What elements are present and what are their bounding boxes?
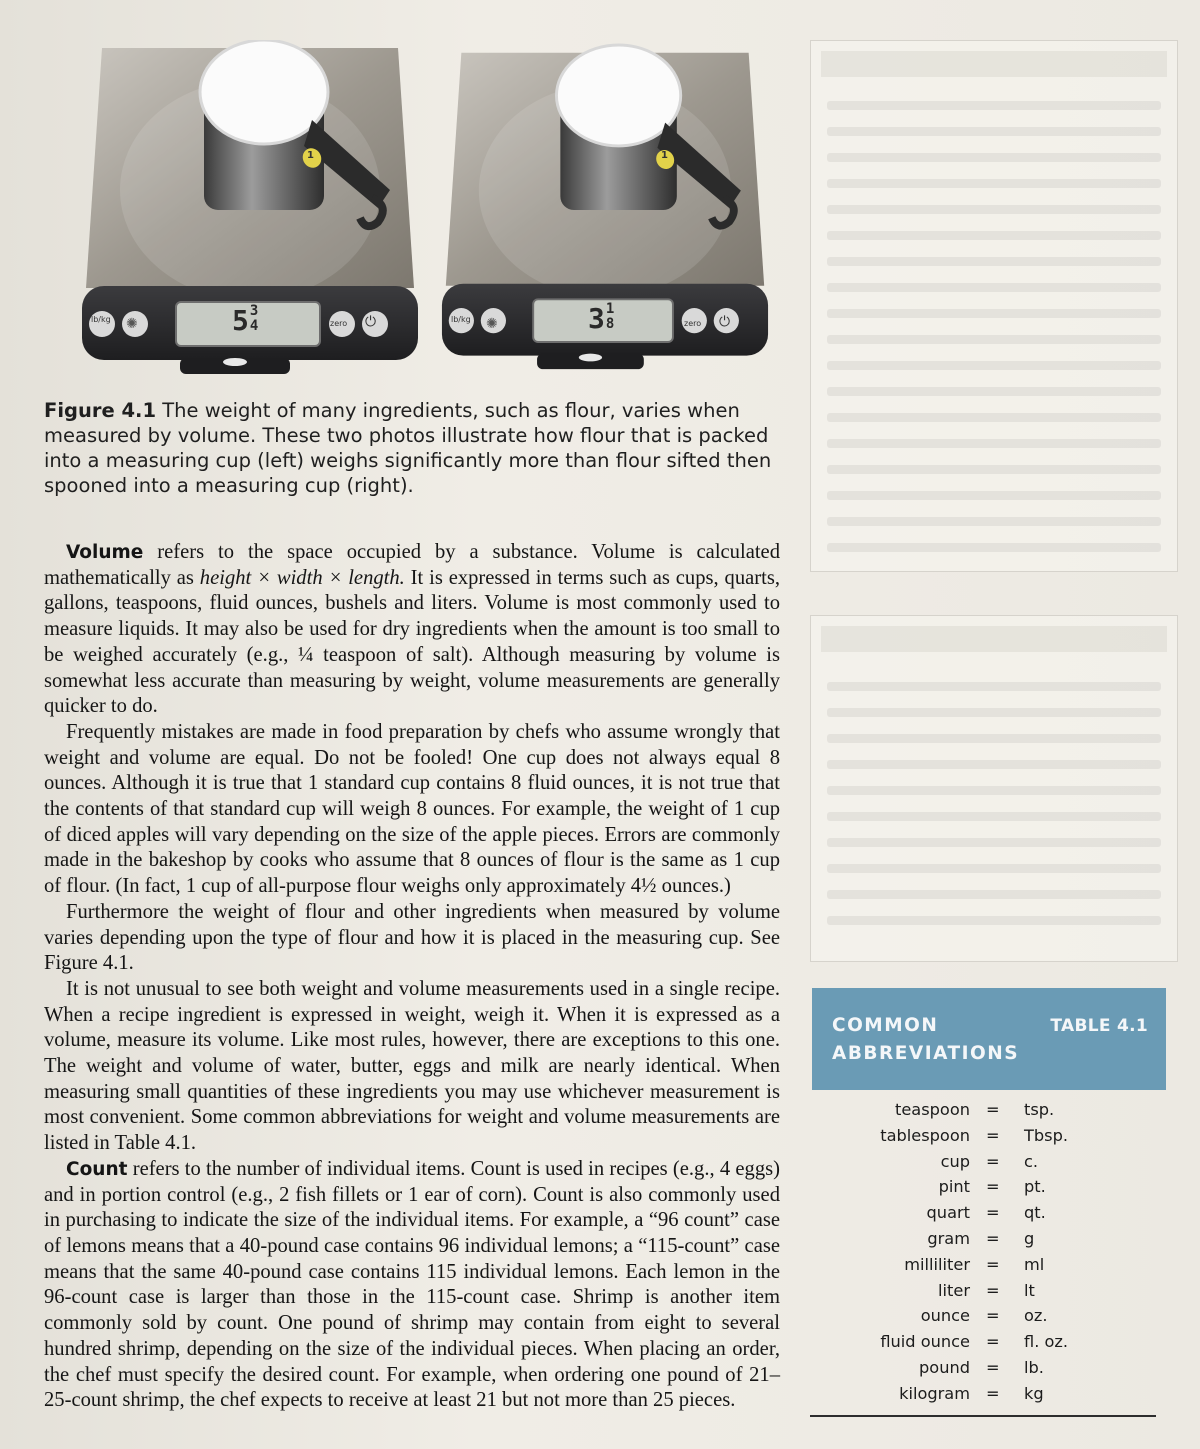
scale-photo-left	[80, 40, 420, 380]
unit-name: cup	[940, 1151, 970, 1171]
unit-name: liter	[938, 1280, 970, 1300]
ghost-line	[827, 179, 1161, 188]
table-row	[812, 1199, 1158, 1225]
volume-formula: height × width × length.	[199, 566, 405, 589]
paragraph-flour: Furthermore the weight of flour and other ingredients when measured by volume varies depending upon the type of flour and how it is placed in the measuring cup. See Figure 4.1.	[44, 900, 780, 975]
display-numerator: 3	[249, 303, 260, 319]
display-denominator: 4	[249, 318, 260, 334]
ghost-line	[827, 760, 1161, 769]
light-icon: ✺	[486, 316, 498, 332]
unit-name: pound	[919, 1357, 970, 1377]
equals-sign: =	[986, 1332, 1000, 1352]
unit-name: pint	[938, 1177, 970, 1197]
cup-size-badge: 1	[307, 150, 314, 161]
table-row	[812, 1148, 1158, 1174]
scale-display-left	[232, 304, 259, 337]
ghost-line	[827, 838, 1161, 847]
zero-button-label: zero	[684, 319, 702, 328]
term-volume: Volume	[66, 542, 144, 563]
table-row	[812, 1173, 1158, 1199]
table-row	[812, 1277, 1158, 1303]
ghost-heading	[821, 626, 1167, 652]
table-title-line: COMMON	[832, 1015, 939, 1036]
ghost-line	[827, 361, 1161, 370]
table-title-line: ABBREVIATIONS	[832, 1043, 1020, 1064]
unit-abbreviation: oz.	[1024, 1306, 1048, 1326]
ghost-line	[827, 439, 1161, 448]
figure-label: Figure 4.1	[44, 399, 157, 422]
ghost-line	[827, 101, 1161, 110]
ghost-line	[827, 916, 1161, 925]
table-number: TABLE 4.1	[1050, 1016, 1148, 1036]
equals-sign: =	[986, 1228, 1000, 1248]
unit-name: kilogram	[899, 1383, 970, 1403]
paragraph-volume	[44, 540, 780, 720]
ghost-line	[827, 708, 1161, 717]
equals-sign: =	[986, 1125, 1000, 1145]
ghost-line	[827, 682, 1161, 691]
table-row	[812, 1302, 1158, 1328]
unit-toggle-icon: lb/kg	[91, 315, 111, 324]
ghost-line	[827, 309, 1161, 318]
table-title	[832, 1012, 1062, 1068]
ghost-line	[827, 205, 1161, 214]
unit-toggle-icon: lb/kg	[451, 315, 471, 324]
ghost-line	[827, 786, 1161, 795]
display-numerator: 1	[605, 301, 616, 317]
light-icon: ✺	[126, 316, 138, 332]
sidebar-ghost-box	[810, 40, 1178, 572]
unit-abbreviation: lb.	[1024, 1357, 1044, 1377]
ghost-line	[827, 491, 1161, 500]
cup-size-badge: 1	[661, 150, 668, 161]
ghost-line	[827, 413, 1161, 422]
unit-abbreviation: g	[1024, 1228, 1035, 1248]
equals-sign: =	[986, 1357, 1000, 1377]
caption-text: The weight of many ingredients, such as flour, varies when measured by volume. These two photos illustrate how flour that is packed into a measuring cup (left) weighs significantly more than flour sifted then spooned into a measuring cup (right).	[44, 399, 772, 497]
unit-name: gram	[927, 1228, 970, 1248]
table-row	[812, 1354, 1158, 1380]
ghost-line	[827, 387, 1161, 396]
term-count: Count	[66, 1158, 128, 1180]
ghost-line	[827, 465, 1161, 474]
unit-abbreviation: pt.	[1024, 1177, 1046, 1197]
table-bottom-rule	[810, 1415, 1156, 1417]
ghost-line	[827, 257, 1161, 266]
table-header	[812, 988, 1166, 1090]
figure-caption	[44, 398, 786, 498]
unit-name: quart	[926, 1203, 970, 1223]
unit-name: milliliter	[904, 1254, 970, 1274]
equals-sign: =	[986, 1306, 1000, 1326]
equals-sign: =	[986, 1203, 1000, 1223]
unit-abbreviation: tsp.	[1024, 1100, 1055, 1119]
paragraph-text: refers to the number of individual items. Count is used in recipes (e.g., 4 eggs) and in portion control (e.g., 2 fish fillets or 1 ear of corn). Count is also commonly used in purchasing to indicate the size of the individual items. For example, a “96 count” case of lemons means that a 40-pound case contains 96 individual lemons; a “115-count” case means that the same 40-pound case contains 115 individual lemons. Each lemon in the 96-count case is larger than those in the 115-count case. Shrimp is another item commonly sold by count. One pound of shrimp may contain from eight to several hundred shrimp, depending on the size of the individual pieces. When placing an order, the chef must specify the desired count. For example, when ordering one pound of 21–25-count shrimp, the chef expects to receive at least 21 but not more than 25 pieces.	[44, 1157, 780, 1412]
equals-sign: =	[986, 1280, 1000, 1300]
paragraph-weight-volume: Frequently mistakes are made in food preparation by chefs who assume wrongly that weight and volume are equal. Do not be fooled! One cup does not always equal 8 ounces. Although it is true that 1 standard cup contains 8 fluid ounces, it is not true that the contents of that standard cup will weigh 8 ounces. For example, the weight of 1 cup of diced apples will vary depending on the size of the apple pieces. Errors are commonly made in the bakeshop by cooks who assume that 8 ounces of flour is the same as 1 cup of flour. (In fact, 1 cup of all-purpose flour weighs only approximately 4½ ounces.)	[44, 720, 780, 898]
paragraph-text: refers to the space occupied by a substance. Volume is calculated mathematically as	[44, 541, 780, 589]
power-icon: ⏻	[719, 314, 731, 330]
ghost-line	[827, 864, 1161, 873]
equals-sign: =	[986, 1254, 1000, 1274]
table-row	[812, 1122, 1158, 1148]
unit-abbreviation: qt.	[1024, 1203, 1046, 1223]
paragraph-count	[44, 1157, 780, 1414]
ghost-line	[827, 890, 1161, 899]
sidebar-ghost-box	[810, 615, 1178, 962]
equals-sign: =	[986, 1383, 1000, 1403]
ghost-line	[827, 231, 1161, 240]
ghost-line	[827, 734, 1161, 743]
ghost-heading	[821, 51, 1167, 77]
unit-name: fluid ounce	[880, 1332, 970, 1352]
scale-photo-right	[440, 40, 770, 380]
abbreviations-table	[812, 1096, 1158, 1406]
unit-name: ounce	[920, 1306, 970, 1326]
table-row	[812, 1328, 1158, 1354]
unit-abbreviation: lt	[1024, 1280, 1035, 1300]
unit-abbreviation: ml	[1024, 1254, 1045, 1274]
display-whole: 3	[588, 302, 606, 335]
unit-name: teaspoon	[894, 1100, 970, 1119]
table-row	[812, 1251, 1158, 1277]
ghost-line	[827, 283, 1161, 292]
ghost-line	[827, 335, 1161, 344]
ghost-line	[827, 517, 1161, 526]
ghost-line	[827, 543, 1161, 552]
ghost-line	[827, 153, 1161, 162]
display-whole: 5	[232, 304, 250, 337]
unit-abbreviation: c.	[1024, 1151, 1039, 1171]
display-denominator: 8	[605, 316, 616, 332]
paragraph-recipes: It is not unusual to see both weight and volume measurements used in a single recipe. When a recipe ingredient is expressed in weight, weigh it. When it is expressed as a volume, measure its volume. Like most rules, however, there are exceptions to this one. The weight and volume of water, butter, eggs and milk are nearly identical. When measuring small quantities of these ingredients you may use whichever measurement is most convenient. Some common abbreviations for weight and volume measurements are listed in Table 4.1.	[44, 977, 780, 1155]
paragraph-text: It is expressed in terms such as cups, quarts, gallons, teaspoons, fluid ounces, bushels and liters. Volume is most commonly used to measure liquids. It may also be used for dry ingredients when the amount is too small to be weighed accurately (e.g., ¼ teaspoon of salt). Although measuring by volume is somewhat less accurate than measuring by weight, volume measurements are generally quicker to do.	[44, 566, 780, 718]
unit-abbreviation: fl. oz.	[1024, 1332, 1069, 1352]
equals-sign: =	[986, 1100, 1000, 1119]
table-row	[812, 1225, 1158, 1251]
unit-abbreviation: kg	[1024, 1383, 1044, 1403]
equals-sign: =	[986, 1151, 1000, 1171]
zero-button-label: zero	[330, 319, 348, 328]
table-row	[812, 1380, 1158, 1406]
ghost-line	[827, 127, 1161, 136]
power-icon: ⏻	[365, 314, 377, 330]
unit-name: tablespoon	[880, 1125, 970, 1145]
equals-sign: =	[986, 1177, 1000, 1197]
main-body-text	[44, 540, 780, 1414]
ghost-line	[827, 812, 1161, 821]
scale-display-right	[588, 302, 615, 335]
unit-abbreviation: Tbsp.	[1024, 1125, 1069, 1145]
table-row	[812, 1096, 1158, 1122]
